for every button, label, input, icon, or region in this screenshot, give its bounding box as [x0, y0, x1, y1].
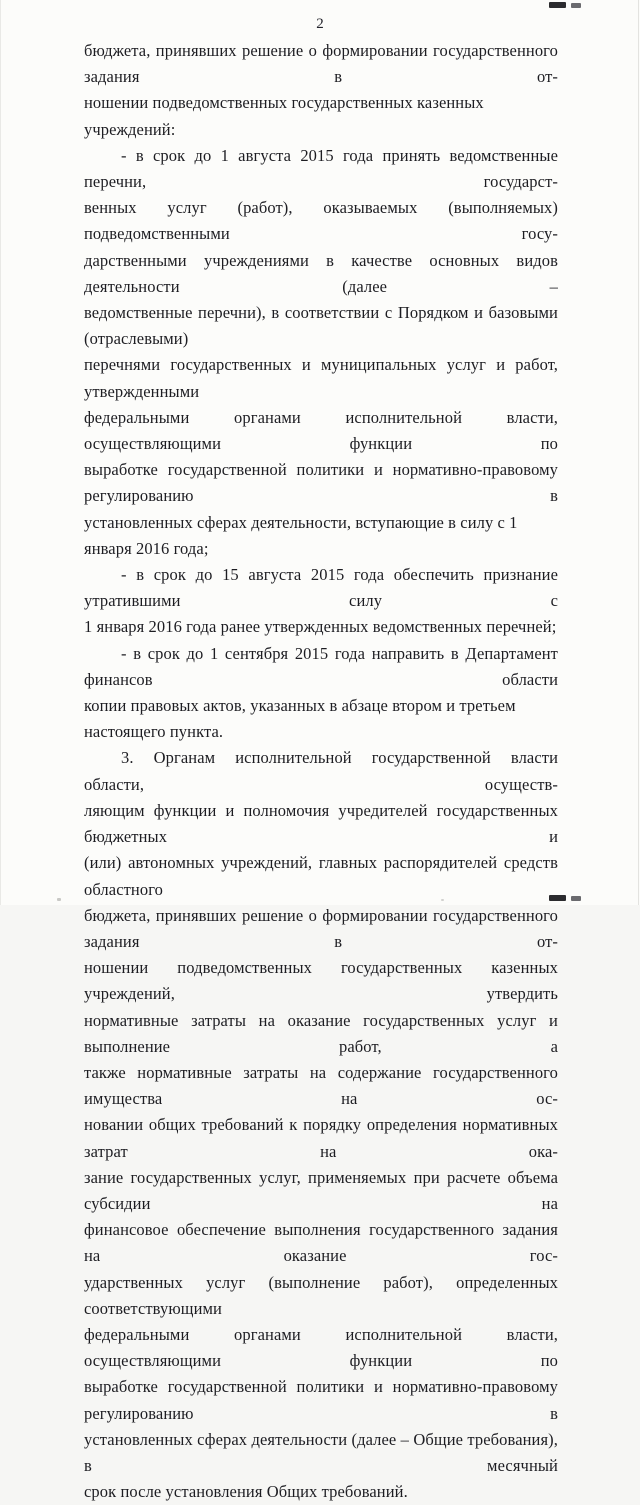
text-line: - в срок до 1 августа 2015 года принять ведомственные перечни, государст- [84, 145, 558, 192]
text-line: ведомственные перечни), в соответствии с Порядком и базовыми (отраслевыми) [84, 303, 558, 349]
scan-edge-left [0, 0, 1, 905]
paragraph [84, 641, 558, 746]
text-line: 1 января 2016 года ранее утвержденных ведомственных перечней; [84, 617, 557, 637]
text-line: 3. Органам исполнительной государственной власти области, осуществ- [84, 748, 558, 794]
paragraph [84, 745, 558, 1505]
text-line: венных услуг (работ), оказываемых (выполняемых) подведомственными госу- [84, 198, 558, 244]
text-line: бюджета, принявших решение о формировании государственного задания в от- [84, 41, 558, 87]
paragraph [84, 562, 558, 641]
document-body [84, 38, 558, 1505]
paragraph [84, 38, 558, 143]
text-line: установленных сферах деятельности (далее – Общие требования), в месячный [84, 1429, 558, 1475]
text-line: ударственных услуг (выполнение работ), определенных соответствующими [84, 1272, 558, 1318]
text-line: выработке государственной политики и нормативно-правовому регулированию в [84, 460, 558, 506]
text-line: ношении подведомственных государственных казенных учреждений, утвердить [84, 958, 558, 1004]
text-line: копии правовых актов, указанных в абзаце втором и третьем настоящего пункта. [84, 696, 516, 742]
scan-edge-right [638, 0, 639, 905]
text-line: зание государственных услуг, применяемых при расчете объема субсидии на [84, 1167, 558, 1213]
text-line: дарственными учреждениями в качестве основных видов деятельности (далее – [84, 250, 558, 296]
text-line: перечнями государственных и муниципальных услуг и работ, утвержденными [84, 355, 558, 401]
scan-artifact-top-right [549, 2, 566, 8]
scan-artifact-bottom-right-2 [571, 896, 581, 901]
scan-artifact-bottom-middle [441, 899, 444, 901]
text-line: нормативные затраты на оказание государственных услуг и выполнение работ, а [84, 1010, 558, 1056]
text-line: установленных сферах деятельности, вступающие в силу с 1 января 2016 года; [84, 512, 518, 558]
text-line: - в срок до 15 августа 2015 года обеспечить признание утратившими силу с [84, 565, 558, 611]
scan-artifact-bottom-left [57, 898, 61, 901]
text-line: выработке государственной политики и нормативно-правовому регулированию в [84, 1377, 558, 1423]
scan-artifact-top-right-2 [571, 3, 581, 8]
text-line: федеральными органами исполнительной власти, осуществляющими функции по [84, 407, 558, 454]
scan-artifact-bottom-right [549, 895, 566, 901]
text-line: ношении подведомственных государственных казенных учреждений: [84, 93, 484, 139]
page-number: 2 [316, 16, 324, 32]
paragraph [84, 143, 558, 562]
text-line: - в срок до 1 сентября 2015 года направить в Департамент финансов области [84, 643, 558, 689]
text-line: финансовое обеспечение выполнения государственного задания на оказание гос- [84, 1220, 558, 1266]
text-line: также нормативные затраты на содержание государственного имущества на ос- [84, 1062, 558, 1109]
text-line: ляющим функции и полномочия учредителей государственных бюджетных и [84, 800, 558, 847]
text-line: (или) автономных учреждений, главных распорядителей средств областного [84, 853, 558, 899]
text-line: новании общих требований к порядку определения нормативных затрат на ока- [84, 1115, 558, 1161]
text-line: срок после установления Общих требований. [84, 1482, 408, 1502]
text-line: бюджета, принявших решение о формировании государственного задания в от- [84, 905, 558, 951]
text-line: федеральными органами исполнительной власти, осуществляющими функции по [84, 1324, 558, 1371]
